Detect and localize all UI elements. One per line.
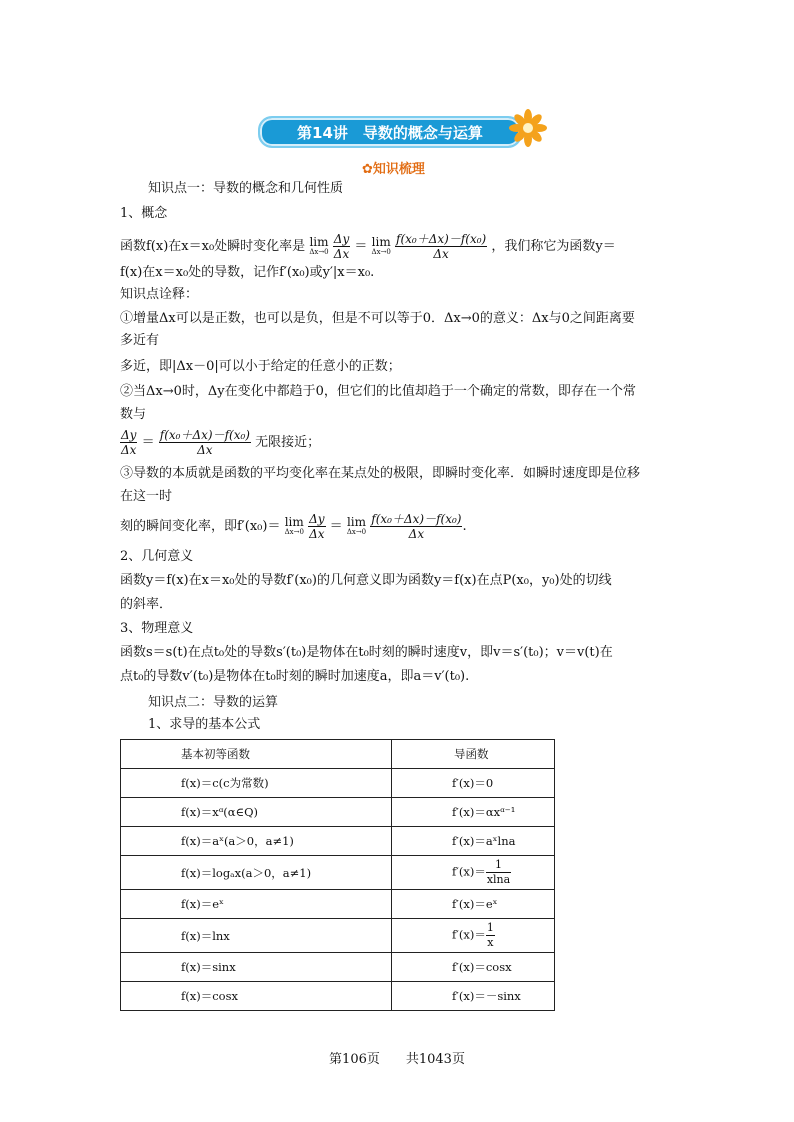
lim-sub: Δx→0 [371, 247, 391, 256]
def-text-b: ，我们称它为函数y＝ [491, 239, 616, 254]
table-cell-fraction [392, 919, 555, 953]
table-row [121, 982, 555, 1011]
note-3b: 在这一时 [120, 489, 173, 504]
table-cell: f(x)＝cosx [121, 982, 392, 1011]
table-cell: f′(x)＝αxᵅ⁻¹ [392, 798, 555, 827]
note-1c: 多近，即|Δx－0|可以小于给定的任意小的正数； [120, 359, 401, 374]
table-cell: f(x)＝lnx [121, 919, 392, 953]
kp1-heading-geometry: 2、几何意义 [120, 549, 194, 564]
note-2c-line [120, 428, 320, 457]
kp2-heading-formulas: 1、求导的基本公式 [148, 717, 261, 732]
table-cell: f(x)＝aˣ(a＞0，a≠1) [121, 827, 392, 856]
lim-sub: Δx→0 [284, 527, 304, 536]
frac-den: x [487, 936, 494, 949]
frac-den: Δx [408, 527, 425, 541]
table-cell: f(x)＝sinx [121, 953, 392, 982]
definition-line-2: f(x)在x＝x₀处的导数，记作f′(x₀)或y′|x＝x₀. [120, 265, 375, 280]
frac-den: Δx [433, 247, 449, 261]
equals: ＝ [329, 519, 343, 534]
frac-difference [370, 512, 462, 541]
table-header: 导函数 [392, 740, 555, 769]
kp2-title: 知识点二：导数的运算 [148, 695, 279, 710]
table-cell: f(x)＝c(c为常数) [121, 769, 392, 798]
cell-prefix: f′(x)＝ [452, 864, 486, 879]
table-row [121, 919, 555, 953]
lim-label: lim [371, 234, 391, 249]
frac-num: f(x₀＋Δx)－f(x₀) [371, 512, 462, 526]
table-row [121, 856, 555, 890]
note-2b: 数与 [120, 407, 147, 422]
frac-dy-dx [120, 428, 137, 457]
lesson-title: 第14讲 导数的概念与运算 [297, 124, 483, 142]
table-cell: f(x)＝eˣ [121, 890, 392, 919]
star-icon: ✿ [362, 162, 373, 177]
frac-den: Δx [197, 443, 213, 457]
geometry-line-2: 的斜率． [120, 597, 173, 612]
table-row [121, 798, 555, 827]
frac-num: 1 [486, 858, 511, 873]
equals: ＝ [354, 239, 368, 254]
kp1-title: 知识点一：导数的概念和几何性质 [148, 181, 344, 196]
frac-1-x [486, 921, 495, 950]
definition-line [120, 232, 616, 261]
table-cell: f′(x)＝cosx [392, 953, 555, 982]
frac-difference [395, 232, 487, 261]
limit-4 [346, 514, 367, 537]
table-cell: f(x)＝logₐx(a＞0，a≠1) [121, 856, 392, 890]
note-2c: 无限接近； [255, 435, 321, 450]
frac-den: Δx [121, 443, 137, 457]
frac-dy-dx [333, 232, 350, 261]
lim-label: lim [346, 514, 366, 529]
section-heading-text: 知识梳理 [372, 162, 425, 177]
table-cell: f′(x)＝0 [392, 769, 555, 798]
kp1-heading-concept: 1、概念 [120, 206, 168, 221]
note-1a: ①增量Δx可以是正数，也可以是负，但是不可以等于0．Δx→0的意义：Δx与0之间距离要 [120, 311, 635, 326]
frac-num: Δy [333, 232, 350, 246]
note-3a: ③导数的本质就是函数的平均变化率在某点处的极限，即瞬时变化率．如瞬时速度即是位移 [120, 466, 641, 481]
page-footer: 第106页 共1043页 [329, 1052, 465, 1067]
cell-prefix: f′(x)＝ [452, 927, 486, 942]
note-3c: 刻的瞬间变化率，即f′(x₀)＝ [120, 519, 281, 534]
frac-num: f(x₀＋Δx)－f(x₀) [396, 232, 487, 246]
frac-num: f(x₀＋Δx)－f(x₀) [159, 428, 250, 442]
frac-den: Δx [333, 247, 350, 261]
table-cell: f′(x)＝aˣlna [392, 827, 555, 856]
table-header-row [121, 740, 555, 769]
frac-difference [159, 428, 251, 457]
table-row [121, 769, 555, 798]
frac-num: Δy [309, 512, 325, 526]
def-text-a: 函数f(x)在x＝x₀处瞬时变化率是 [120, 239, 306, 254]
limit-3 [284, 514, 304, 537]
frac-den: Δx [309, 527, 325, 541]
note-3c-line [120, 512, 467, 541]
lesson-title-banner [258, 116, 522, 148]
table-cell-fraction [392, 856, 555, 890]
limit-2 [371, 234, 391, 257]
table-cell: f′(x)＝－sinx [392, 982, 555, 1011]
derivative-formula-table [120, 739, 555, 1011]
period: . [462, 519, 467, 534]
note-1b: 多近有 [120, 333, 160, 348]
section-heading [362, 158, 425, 177]
lim-sub: Δx→0 [346, 527, 367, 536]
frac-dy-dx [308, 512, 325, 541]
physics-line-1: 函数s＝s(t)在点t₀处的导数s′(t₀)是物体在t₀时刻的瞬时速度v，即v＝s′(t₀)；v＝v(t)在 [120, 645, 613, 660]
equals: ＝ [141, 435, 155, 450]
limit-1 [309, 234, 329, 257]
table-row [121, 827, 555, 856]
table-row [121, 890, 555, 919]
lim-label: lim [284, 514, 304, 529]
table-row [121, 953, 555, 982]
frac-num: 1 [486, 921, 494, 934]
table-cell: f(x)＝xᵅ(α∈Q) [121, 798, 392, 827]
note-title: 知识点诠释： [120, 287, 199, 302]
geometry-line-1: 函数y＝f(x)在x＝x₀处的导数f′(x₀)的几何意义即为函数y＝f(x)在点P(x₀，y₀)处的切线 [120, 573, 612, 588]
lim-sub: Δx→0 [309, 247, 329, 256]
lim-label: lim [309, 234, 329, 249]
frac-1-xlna [486, 858, 511, 887]
table-cell: f′(x)＝eˣ [392, 890, 555, 919]
flower-icon [508, 108, 548, 148]
frac-den: xlna [486, 873, 511, 886]
note-2a: ②当Δx→0时，Δy在变化中都趋于0，但它们的比值却趋于一个确定的常数，即存在一个常 [120, 384, 636, 399]
table-header: 基本初等函数 [121, 740, 392, 769]
physics-line-2: 点t₀的导数v′(t₀)是物体在t₀时刻的瞬时加速度a，即a＝v′(t₀). [120, 669, 470, 684]
kp1-heading-physics: 3、物理意义 [120, 621, 194, 636]
frac-num: Δy [121, 428, 137, 442]
